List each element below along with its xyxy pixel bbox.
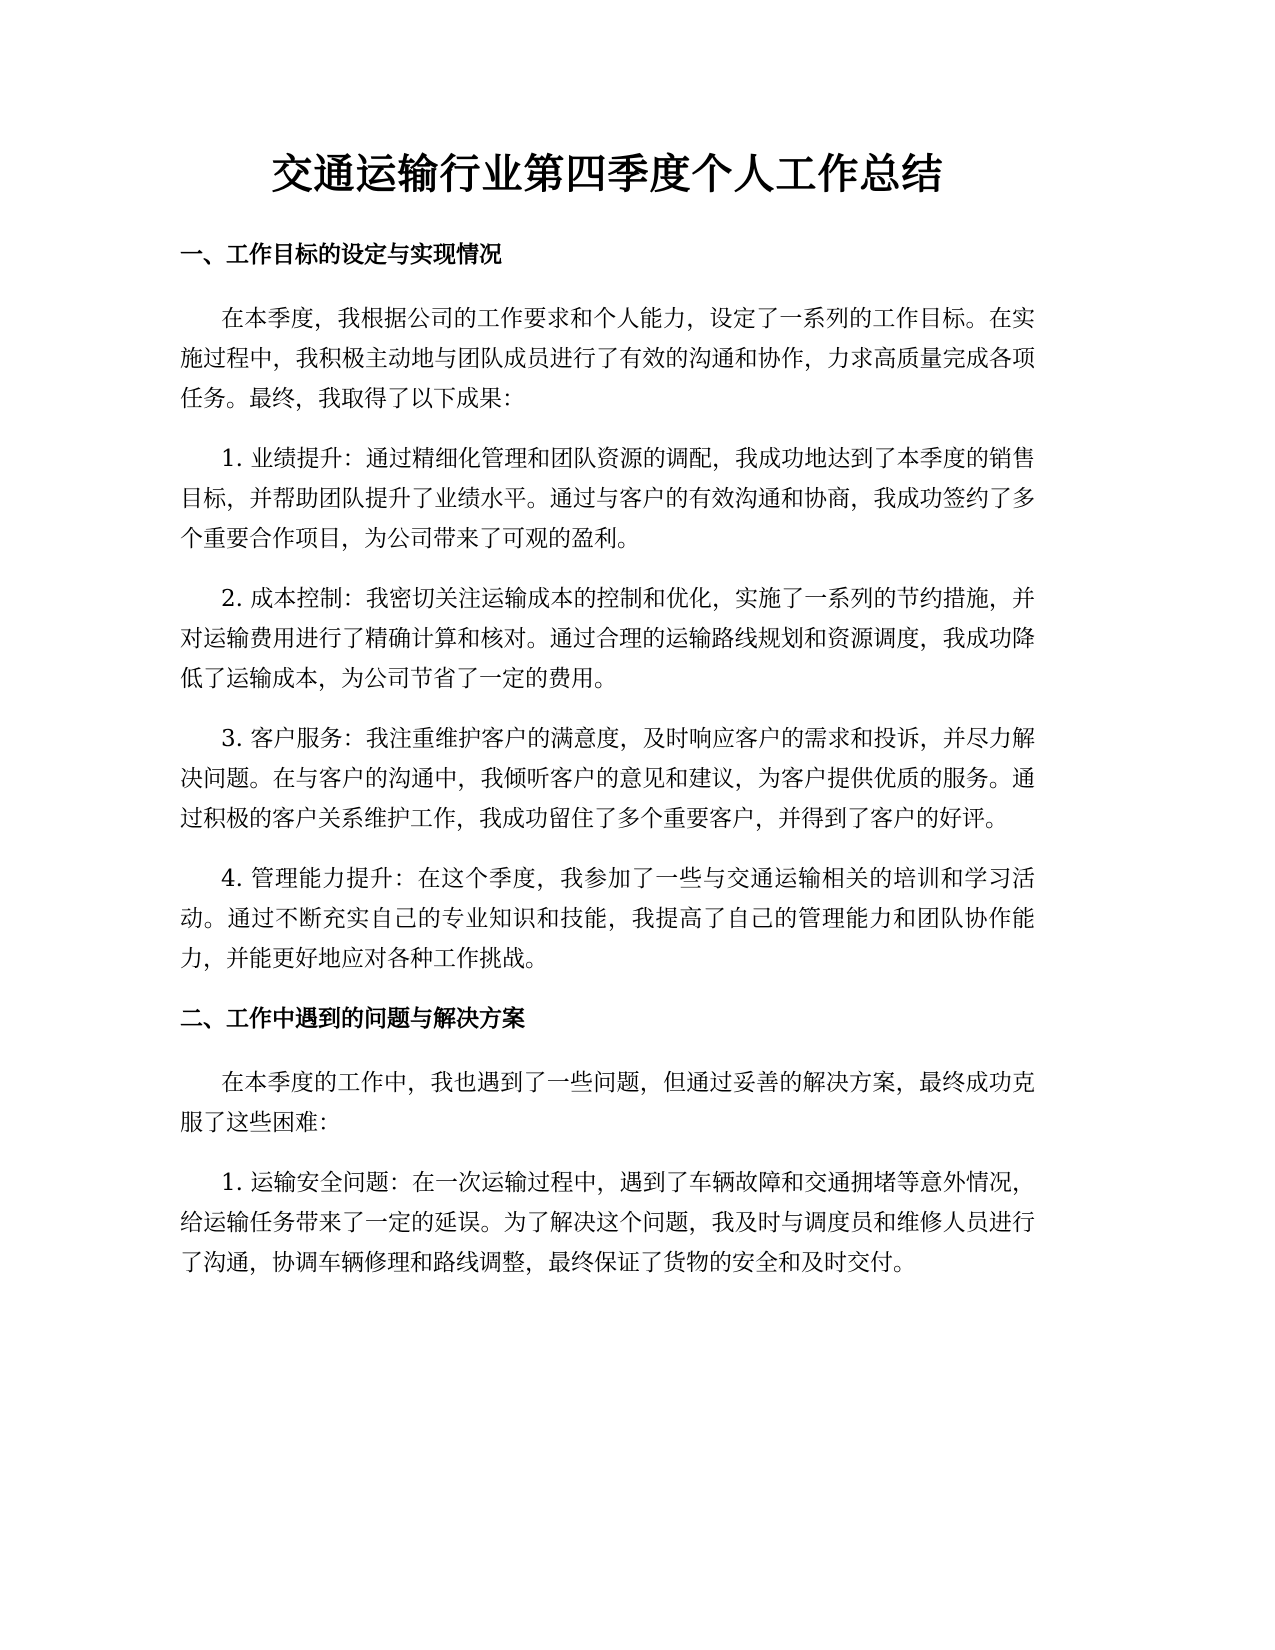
document-body: [180, 148, 1035, 1303]
paragraph-cost-control: 2. 成本控制：我密切关注运输成本的控制和优化，实施了一系列的节约措施，并对运输费用进行了精确计算和核对。通过合理的运输路线规划和资源调度，我成功降低了运输成本，为公司节省了一定的费用。: [180, 586, 1035, 692]
paragraph-customer-service: 3. 客户服务：我注重维护客户的满意度，及时响应客户的需求和投诉，并尽力解决问题。在与客户的沟通中，我倾听客户的意见和建议，为客户提供优质的服务。通过积极的客户关系维护工作，我成功留住了多个重要客户，并得到了客户的好评。: [180, 726, 1035, 832]
document-title: 交通运输行业第四季度个人工作总结: [271, 150, 944, 198]
paragraph-problems-intro: 在本季度的工作中，我也遇到了一些问题，但通过妥善的解决方案，最终成功克服了这些困难：: [180, 1070, 1035, 1136]
paragraph-transport-safety: 1. 运输安全问题：在一次运输过程中，遇到了车辆故障和交通拥堵等意外情况，给运输任务带来了一定的延误。为了解决这个问题，我及时与调度员和维修人员进行了沟通，协调车辆修理和路线调整，最终保证了货物的安全和及时交付。: [180, 1170, 1035, 1276]
paragraph-management: 4. 管理能力提升：在这个季度，我参加了一些与交通运输相关的培训和学习活动。通过不断充实自己的专业知识和技能，我提高了自己的管理能力和团队协作能力，并能更好地应对各种工作挑战。: [180, 866, 1035, 972]
paragraph-intro: 在本季度，我根据公司的工作要求和个人能力，设定了一系列的工作目标。在实施过程中，我积极主动地与团队成员进行了有效的沟通和协作，力求高质量完成各项任务。最终，我取得了以下成果：: [180, 306, 1035, 412]
section-heading-problems: 二、工作中遇到的问题与解决方案: [180, 1006, 525, 1032]
section-heading-goals: 一、工作目标的设定与实现情况: [180, 242, 502, 268]
paragraph-performance: 1. 业绩提升：通过精细化管理和团队资源的调配，我成功地达到了本季度的销售目标，并帮助团队提升了业绩水平。通过与客户的有效沟通和协商，我成功签约了多个重要合作项目，为公司带来了可观的盈利。: [180, 446, 1035, 552]
